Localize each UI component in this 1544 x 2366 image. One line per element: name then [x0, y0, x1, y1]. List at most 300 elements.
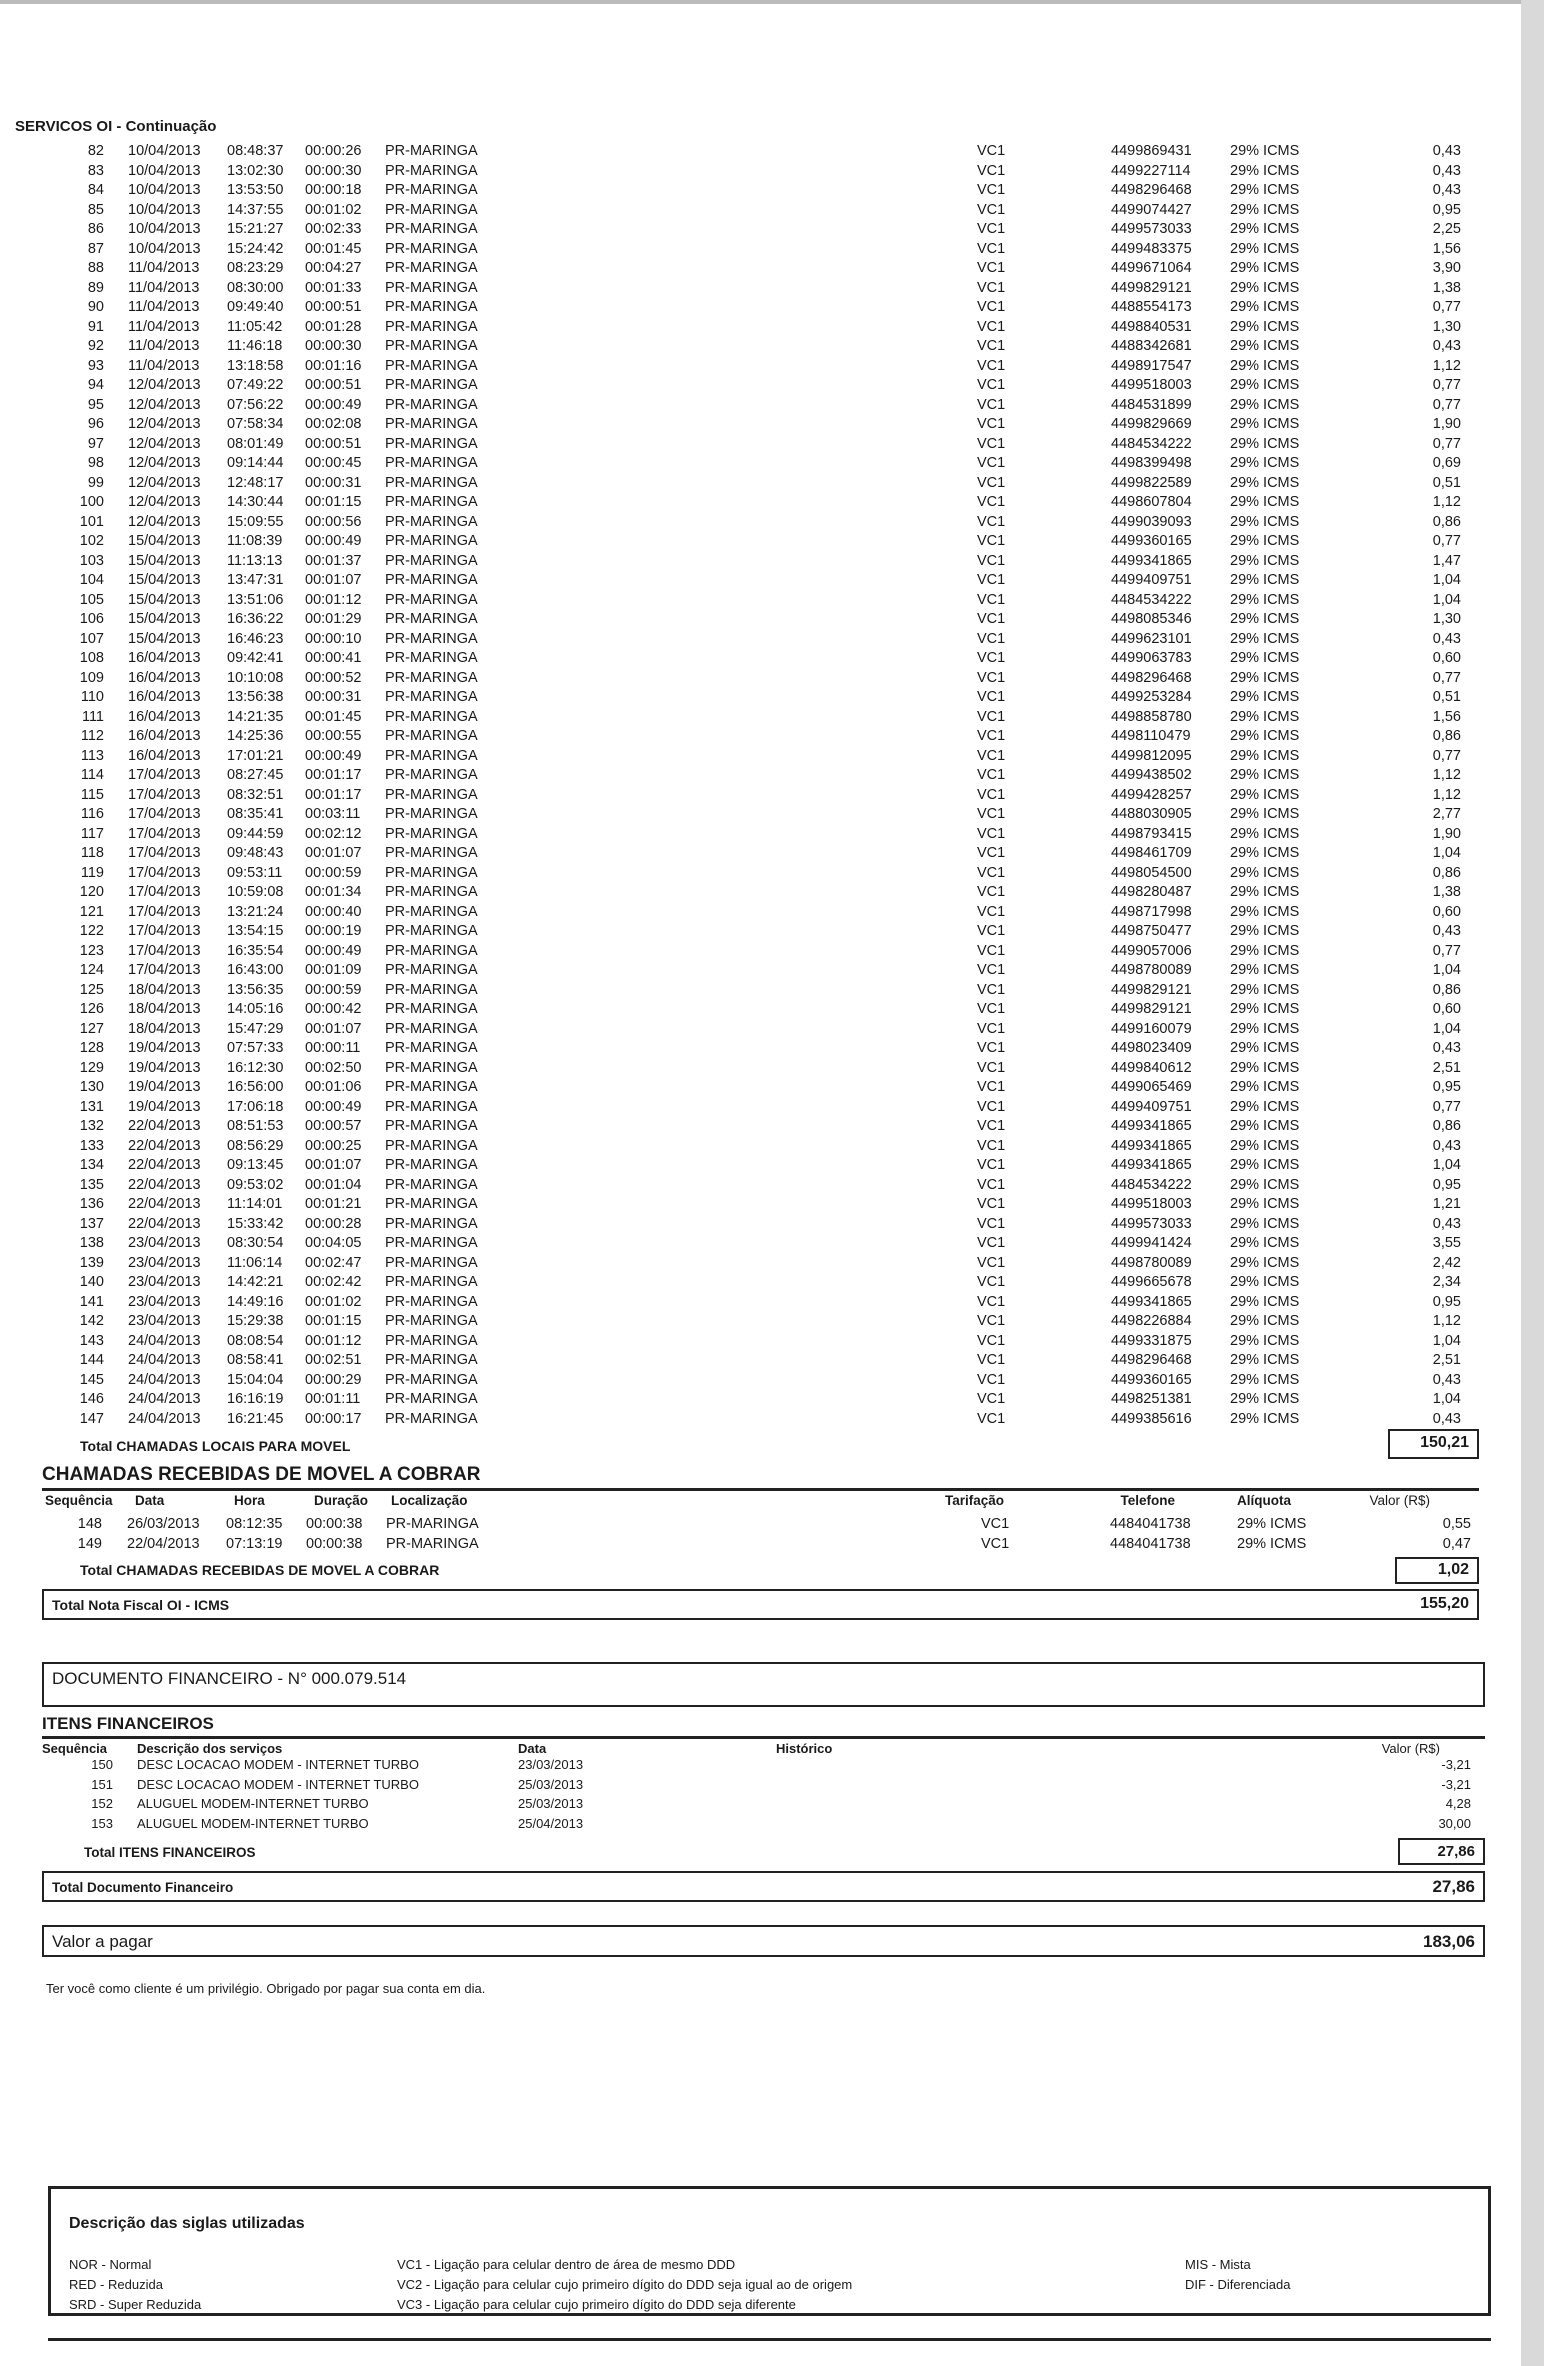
- value-cell: 3,55: [1432, 1235, 1461, 1251]
- location-cell: PR-MARINGA: [385, 1410, 478, 1427]
- date-cell: 12/04/2013: [128, 513, 201, 530]
- time-cell: 08:12:35: [226, 1516, 283, 1532]
- date-cell: 16/04/2013: [128, 650, 201, 666]
- tariff-cell: VC1: [977, 864, 1006, 881]
- location-cell: PR-MARINGA: [385, 162, 478, 179]
- phone-cell: 4484041738: [1110, 1516, 1191, 1532]
- date-cell: 11/04/2013: [128, 338, 200, 354]
- seq-cell: 84: [87, 182, 104, 198]
- table-row: [0, 241, 1500, 261]
- duration-cell: 00:01:07: [305, 1157, 362, 1173]
- rate-cell: 29% ICMS: [1230, 1020, 1300, 1037]
- location-cell: PR-MARINGA: [385, 1293, 478, 1310]
- date-cell: 17/04/2013: [128, 942, 201, 959]
- value-cell: 0,77: [1432, 533, 1461, 549]
- value-cell: 0,69: [1432, 455, 1461, 471]
- date-cell: 15/04/2013: [128, 552, 201, 569]
- date-cell: 12/04/2013: [128, 435, 201, 452]
- financial-doc-total-value: 27,86: [1432, 1877, 1475, 1896]
- local-calls-total-label: Total CHAMADAS LOCAIS PARA MOVEL: [80, 1438, 351, 1454]
- tariff-cell: VC1: [977, 474, 1006, 491]
- rate-cell: 29% ICMS: [1230, 884, 1300, 900]
- tariff-cell: VC1: [977, 435, 1006, 452]
- value-cell: 0,43: [1432, 1137, 1461, 1154]
- tariff-cell: VC1: [977, 1020, 1006, 1037]
- date-cell: 22/04/2013: [128, 1118, 201, 1134]
- phone-cell: 4498717998: [1111, 903, 1192, 920]
- time-cell: 16:43:00: [227, 962, 284, 978]
- date-cell: 17/04/2013: [128, 923, 201, 939]
- header-desc: Descrição dos serviços: [137, 1741, 283, 1756]
- location-cell: PR-MARINGA: [385, 396, 478, 413]
- tariff-cell: VC1: [977, 240, 1006, 257]
- table-row: [0, 494, 1500, 514]
- rate-cell: 29% ICMS: [1230, 201, 1300, 218]
- time-cell: 13:54:15: [227, 923, 284, 939]
- date-cell: 11/04/2013: [128, 279, 200, 296]
- rate-cell: 29% ICMS: [1230, 552, 1300, 569]
- tariff-cell: VC1: [977, 1118, 1006, 1134]
- location-cell: PR-MARINGA: [385, 1137, 478, 1154]
- location-cell: PR-MARINGA: [385, 1332, 478, 1349]
- phone-cell: 4498607804: [1111, 494, 1192, 510]
- value-cell: 2,25: [1432, 221, 1461, 237]
- table-row: [0, 143, 1500, 163]
- rate-cell: 29% ICMS: [1230, 513, 1300, 530]
- tariff-cell: VC1: [977, 279, 1006, 296]
- date-cell: 19/04/2013: [128, 1059, 201, 1076]
- seq-cell: 115: [80, 786, 104, 803]
- rate-cell: 29% ICMS: [1230, 962, 1300, 978]
- table-row: [0, 689, 1500, 709]
- time-cell: 17:06:18: [227, 1098, 284, 1115]
- phone-cell: 4499829121: [1111, 1001, 1192, 1017]
- date-cell: 11/04/2013: [128, 299, 200, 315]
- phone-cell: 4499518003: [1111, 1196, 1192, 1212]
- rate-cell: 29% ICMS: [1230, 708, 1300, 725]
- seq-cell: 101: [79, 513, 104, 530]
- table-row: [0, 1333, 1500, 1353]
- value-cell: 0,77: [1432, 669, 1461, 686]
- duration-cell: 00:01:34: [305, 884, 362, 900]
- location-cell: PR-MARINGA: [385, 1352, 478, 1368]
- location-cell: PR-MARINGA: [385, 299, 478, 315]
- collect-calls-total-box: [1395, 1557, 1479, 1584]
- phone-cell: 4498296468: [1111, 669, 1192, 686]
- date-cell: 10/04/2013: [128, 143, 201, 159]
- date-cell: 24/04/2013: [128, 1371, 201, 1388]
- header-seq: Sequência: [42, 1741, 108, 1756]
- value-cell: 1,30: [1432, 318, 1461, 335]
- date-cell: 12/04/2013: [128, 377, 201, 393]
- date-cell: 18/04/2013: [128, 1020, 201, 1037]
- value-cell: 1,04: [1432, 1332, 1461, 1349]
- location-cell: PR-MARINGA: [385, 864, 478, 881]
- location-cell: PR-MARINGA: [385, 650, 478, 666]
- time-cell: 08:30:00: [227, 279, 284, 296]
- time-cell: 11:06:14: [227, 1254, 283, 1271]
- table-row: [0, 1157, 1500, 1177]
- financial-doc-total-box: [42, 1871, 1485, 1902]
- location-cell: PR-MARINGA: [385, 182, 478, 198]
- legend-box: [48, 2186, 1491, 2316]
- value-cell: 0,77: [1432, 1098, 1461, 1115]
- phone-cell: 4499039093: [1111, 513, 1192, 530]
- tariff-cell: VC1: [977, 1235, 1006, 1251]
- phone-cell: 4499665678: [1111, 1274, 1192, 1290]
- date-cell: 17/04/2013: [128, 786, 201, 803]
- financial-doc-title: DOCUMENTO FINANCEIRO - N° 000.079.514: [52, 1669, 407, 1688]
- seq-cell: 152: [91, 1796, 113, 1811]
- location-cell: PR-MARINGA: [385, 416, 478, 432]
- rate-cell: 29% ICMS: [1230, 338, 1300, 354]
- value-cell: 1,04: [1432, 962, 1461, 978]
- value-cell: 1,04: [1432, 845, 1461, 861]
- rate-cell: 29% ICMS: [1230, 747, 1300, 764]
- rate-cell: 29% ICMS: [1230, 494, 1300, 510]
- rate-cell: 29% ICMS: [1230, 825, 1300, 842]
- seq-cell: 100: [79, 494, 104, 510]
- time-cell: 09:14:44: [227, 455, 284, 471]
- phone-cell: 4499341865: [1111, 1118, 1192, 1134]
- section-title: SERVICOS OI - Continuação: [15, 118, 217, 135]
- table-row: [0, 202, 1500, 222]
- rate-cell: 29% ICMS: [1230, 182, 1300, 198]
- seq-cell: 116: [80, 806, 104, 822]
- tariff-cell: VC1: [977, 494, 1006, 510]
- time-cell: 09:13:45: [227, 1157, 284, 1173]
- time-cell: 14:42:21: [227, 1274, 284, 1290]
- location-cell: PR-MARINGA: [385, 1059, 478, 1076]
- table-row: [0, 1391, 1500, 1411]
- tariff-cell: VC1: [977, 1293, 1006, 1310]
- value-cell: 0,60: [1432, 650, 1461, 666]
- phone-cell: 4499518003: [1111, 377, 1192, 393]
- location-cell: PR-MARINGA: [385, 1215, 478, 1232]
- time-cell: 13:47:31: [227, 572, 284, 588]
- seq-cell: 126: [79, 1001, 104, 1017]
- time-cell: 09:42:41: [227, 650, 284, 666]
- location-cell: PR-MARINGA: [385, 923, 478, 939]
- table-row: [0, 1274, 1500, 1294]
- table-row: [0, 1079, 1500, 1099]
- header-time: Hora: [234, 1493, 265, 1508]
- duration-cell: 00:00:18: [305, 182, 362, 198]
- phone-cell: 4499438502: [1111, 767, 1192, 783]
- table-row: [0, 611, 1500, 631]
- rate-cell: 29% ICMS: [1230, 1118, 1300, 1134]
- rate-cell: 29% ICMS: [1230, 786, 1300, 803]
- location-cell: PR-MARINGA: [385, 1118, 478, 1134]
- location-cell: PR-MARINGA: [385, 1020, 478, 1037]
- time-cell: 16:56:00: [227, 1079, 284, 1095]
- rate-cell: 29% ICMS: [1230, 260, 1300, 276]
- phone-cell: 4499360165: [1111, 533, 1192, 549]
- value-cell: 0,47: [1442, 1535, 1471, 1552]
- tariff-cell: VC1: [977, 747, 1006, 764]
- date-cell: 15/04/2013: [128, 611, 201, 627]
- table-row: [0, 1021, 1500, 1041]
- tariff-cell: VC1: [977, 689, 1006, 705]
- duration-cell: 00:00:45: [305, 455, 362, 471]
- value-cell: 1,56: [1432, 708, 1461, 725]
- phone-cell: 4499812095: [1111, 747, 1192, 764]
- table-row: [0, 806, 1500, 826]
- value-cell: 0,95: [1432, 1293, 1461, 1310]
- date-cell: 16/04/2013: [128, 747, 201, 764]
- time-cell: 14:37:55: [227, 201, 284, 218]
- tariff-cell: VC1: [977, 396, 1006, 413]
- divider: [42, 1488, 1479, 1491]
- table-row: [0, 514, 1500, 534]
- tariff-cell: VC1: [977, 845, 1006, 861]
- value-cell: 0,95: [1432, 201, 1461, 218]
- seq-cell: 133: [79, 1137, 104, 1154]
- tariff-cell: VC1: [977, 1040, 1006, 1056]
- phone-cell: 4484531899: [1111, 396, 1192, 413]
- value-cell: 0,86: [1432, 1118, 1461, 1134]
- seq-cell: 86: [87, 221, 104, 237]
- date-cell: 19/04/2013: [128, 1098, 201, 1115]
- rate-cell: 29% ICMS: [1230, 1235, 1300, 1251]
- time-cell: 13:02:30: [227, 162, 284, 179]
- value-cell: 0,51: [1432, 689, 1461, 705]
- table-row: [0, 1138, 1500, 1158]
- time-cell: 15:21:27: [227, 221, 284, 237]
- rate-cell: 29% ICMS: [1230, 1079, 1300, 1095]
- time-cell: 16:35:54: [227, 942, 284, 959]
- rate-cell: 29% ICMS: [1230, 455, 1300, 471]
- seq-cell: 149: [77, 1535, 102, 1552]
- table-row: [0, 1196, 1500, 1216]
- duration-cell: 00:00:41: [305, 650, 362, 666]
- legend-item: VC2 - Ligação para celular cujo primeiro dígito do DDD seja igual ao de origem: [397, 2277, 853, 2292]
- duration-cell: 00:01:12: [305, 1332, 362, 1349]
- location-cell: PR-MARINGA: [385, 1176, 478, 1193]
- duration-cell: 00:00:49: [305, 747, 362, 764]
- date-cell: 25/03/2013: [518, 1796, 584, 1811]
- value-cell: 2,51: [1432, 1059, 1461, 1076]
- date-cell: 17/04/2013: [128, 825, 201, 842]
- date-cell: 10/04/2013: [128, 201, 201, 218]
- phone-cell: 4499941424: [1111, 1235, 1192, 1251]
- legend-item: SRD - Super Reduzida: [69, 2297, 202, 2312]
- tariff-cell: VC1: [977, 201, 1006, 218]
- rate-cell: 29% ICMS: [1230, 1254, 1300, 1271]
- time-cell: 14:30:44: [227, 494, 284, 510]
- location-cell: PR-MARINGA: [385, 357, 478, 374]
- date-cell: 11/04/2013: [128, 318, 200, 335]
- location-cell: PR-MARINGA: [385, 1235, 478, 1251]
- duration-cell: 00:01:21: [305, 1196, 362, 1212]
- location-cell: PR-MARINGA: [385, 962, 478, 978]
- time-cell: 15:47:29: [227, 1020, 284, 1037]
- seq-cell: 102: [79, 533, 104, 549]
- seq-cell: 137: [79, 1215, 104, 1232]
- phone-cell: 4499483375: [1111, 240, 1192, 257]
- value-cell: 0,43: [1432, 630, 1461, 647]
- time-cell: 13:18:58: [227, 357, 284, 374]
- seq-cell: 97: [87, 435, 104, 452]
- date-cell: 24/04/2013: [128, 1332, 201, 1349]
- collect-calls-total-value: 1,02: [1437, 1561, 1469, 1578]
- tariff-cell: VC1: [977, 825, 1006, 842]
- rate-cell: 29% ICMS: [1230, 1274, 1300, 1290]
- seq-cell: 134: [79, 1157, 104, 1173]
- table-row: [0, 280, 1500, 300]
- tariff-cell: VC1: [977, 318, 1006, 335]
- rate-cell: 29% ICMS: [1230, 474, 1300, 491]
- table-row: [0, 358, 1500, 378]
- date-cell: 22/04/2013: [128, 1215, 201, 1232]
- phone-cell: 4498296468: [1111, 1352, 1192, 1368]
- table-row: [0, 865, 1500, 885]
- location-cell: PR-MARINGA: [385, 669, 478, 686]
- value-cell: 0,43: [1432, 162, 1461, 179]
- tariff-cell: VC1: [977, 767, 1006, 783]
- rate-cell: 29% ICMS: [1230, 981, 1300, 998]
- date-cell: 17/04/2013: [128, 864, 201, 881]
- header-location: Localização: [391, 1493, 468, 1508]
- value-cell: 0,43: [1432, 338, 1461, 354]
- location-cell: PR-MARINGA: [385, 221, 478, 237]
- rate-cell: 29% ICMS: [1230, 728, 1300, 744]
- table-row: [0, 962, 1500, 982]
- header-rate: Alíquota: [1237, 1493, 1291, 1508]
- seq-cell: 138: [79, 1235, 104, 1251]
- duration-cell: 00:00:51: [305, 299, 362, 315]
- phone-cell: 4488554173: [1111, 299, 1192, 315]
- duration-cell: 00:01:37: [305, 552, 362, 569]
- seq-cell: 92: [87, 338, 104, 354]
- phone-cell: 4498226884: [1111, 1313, 1192, 1329]
- table-row: [0, 1536, 1500, 1556]
- tariff-cell: VC1: [981, 1516, 1010, 1532]
- tariff-cell: VC1: [977, 591, 1006, 608]
- rate-cell: 29% ICMS: [1230, 591, 1300, 608]
- tariff-cell: VC1: [977, 299, 1006, 315]
- tariff-cell: VC1: [977, 221, 1006, 237]
- value-cell: 1,38: [1432, 279, 1461, 296]
- seq-cell: 153: [91, 1815, 113, 1831]
- date-cell: 10/04/2013: [128, 162, 201, 179]
- time-cell: 15:29:38: [227, 1313, 284, 1329]
- seq-cell: 145: [79, 1371, 104, 1388]
- duration-cell: 00:00:49: [305, 1098, 362, 1115]
- time-cell: 11:05:42: [227, 318, 283, 335]
- location-cell: PR-MARINGA: [385, 845, 478, 861]
- rate-cell: 29% ICMS: [1230, 1215, 1300, 1232]
- location-cell: PR-MARINGA: [385, 260, 478, 276]
- seq-cell: 94: [87, 377, 104, 393]
- table-row: [0, 553, 1500, 573]
- date-cell: 18/04/2013: [128, 1001, 201, 1017]
- nota-fiscal-total-box: [42, 1589, 1479, 1620]
- rate-cell: 29% ICMS: [1230, 221, 1300, 237]
- table-row: [0, 1313, 1500, 1333]
- location-cell: PR-MARINGA: [385, 1196, 478, 1212]
- seq-cell: 82: [87, 143, 104, 159]
- rate-cell: 29% ICMS: [1230, 1332, 1300, 1349]
- location-cell: PR-MARINGA: [385, 1254, 478, 1271]
- table-row: [0, 455, 1500, 475]
- legend-item: NOR - Normal: [69, 2257, 152, 2272]
- table-row: [0, 1757, 1500, 1777]
- tariff-cell: VC1: [977, 1059, 1006, 1076]
- date-cell: 17/04/2013: [128, 845, 201, 861]
- phone-cell: 4499341865: [1111, 1293, 1192, 1310]
- phone-cell: 4499227114: [1111, 162, 1191, 179]
- duration-cell: 00:02:42: [305, 1274, 362, 1290]
- tariff-cell: VC1: [977, 513, 1006, 530]
- time-cell: 13:51:06: [227, 591, 284, 608]
- location-cell: PR-MARINGA: [385, 455, 478, 471]
- time-cell: 08:48:37: [227, 143, 284, 159]
- time-cell: 08:58:41: [227, 1352, 284, 1368]
- date-cell: 16/04/2013: [128, 728, 201, 744]
- table-row: [0, 1001, 1500, 1021]
- rate-cell: 29% ICMS: [1230, 572, 1300, 588]
- value-cell: 1,90: [1432, 825, 1461, 842]
- rate-cell: 29% ICMS: [1230, 845, 1300, 861]
- legend-item: RED - Reduzida: [69, 2277, 163, 2292]
- phone-cell: 4499869431: [1111, 143, 1192, 159]
- tariff-cell: VC1: [977, 1352, 1006, 1368]
- date-cell: 17/04/2013: [128, 884, 201, 900]
- scan-top-edge: [0, 0, 1521, 4]
- seq-cell: 103: [79, 552, 104, 569]
- tariff-cell: VC1: [977, 728, 1006, 744]
- duration-cell: 00:01:15: [305, 494, 362, 510]
- rate-cell: 29% ICMS: [1230, 1098, 1300, 1115]
- nota-fiscal-total-value: 155,20: [1420, 1595, 1469, 1612]
- time-cell: 15:09:55: [227, 513, 284, 530]
- rate-cell: 29% ICMS: [1230, 162, 1300, 179]
- tariff-cell: VC1: [977, 1137, 1006, 1154]
- time-cell: 14:49:16: [227, 1293, 284, 1310]
- table-row: [0, 767, 1500, 787]
- value-cell: 0,60: [1432, 903, 1461, 920]
- date-cell: 22/04/2013: [127, 1535, 200, 1552]
- time-cell: 08:35:41: [227, 806, 284, 822]
- rate-cell: 29% ICMS: [1230, 1040, 1300, 1056]
- duration-cell: 00:02:51: [305, 1352, 362, 1368]
- location-cell: PR-MARINGA: [385, 767, 478, 783]
- location-cell: PR-MARINGA: [385, 728, 478, 744]
- seq-cell: 96: [87, 416, 104, 432]
- rate-cell: 29% ICMS: [1230, 240, 1300, 257]
- rate-cell: 29% ICMS: [1230, 669, 1300, 686]
- location-cell: PR-MARINGA: [385, 981, 478, 998]
- tariff-cell: VC1: [977, 1254, 1006, 1271]
- seq-cell: 124: [79, 962, 104, 978]
- value-cell: 0,51: [1432, 474, 1461, 491]
- tariff-cell: VC1: [977, 533, 1006, 549]
- rate-cell: 29% ICMS: [1230, 1137, 1300, 1154]
- table-row: [0, 1816, 1500, 1836]
- financial-items-total-value: 27,86: [1437, 1843, 1475, 1860]
- date-cell: 23/04/2013: [128, 1254, 201, 1271]
- time-cell: 14:25:36: [227, 728, 284, 744]
- table-row: [0, 319, 1500, 339]
- duration-cell: 00:01:17: [305, 786, 362, 803]
- value-cell: 1,38: [1432, 884, 1461, 900]
- time-cell: 07:57:33: [227, 1040, 284, 1056]
- rate-cell: 29% ICMS: [1230, 650, 1300, 666]
- time-cell: 16:46:23: [227, 630, 284, 647]
- tariff-cell: VC1: [977, 1157, 1006, 1173]
- location-cell: PR-MARINGA: [385, 1274, 478, 1290]
